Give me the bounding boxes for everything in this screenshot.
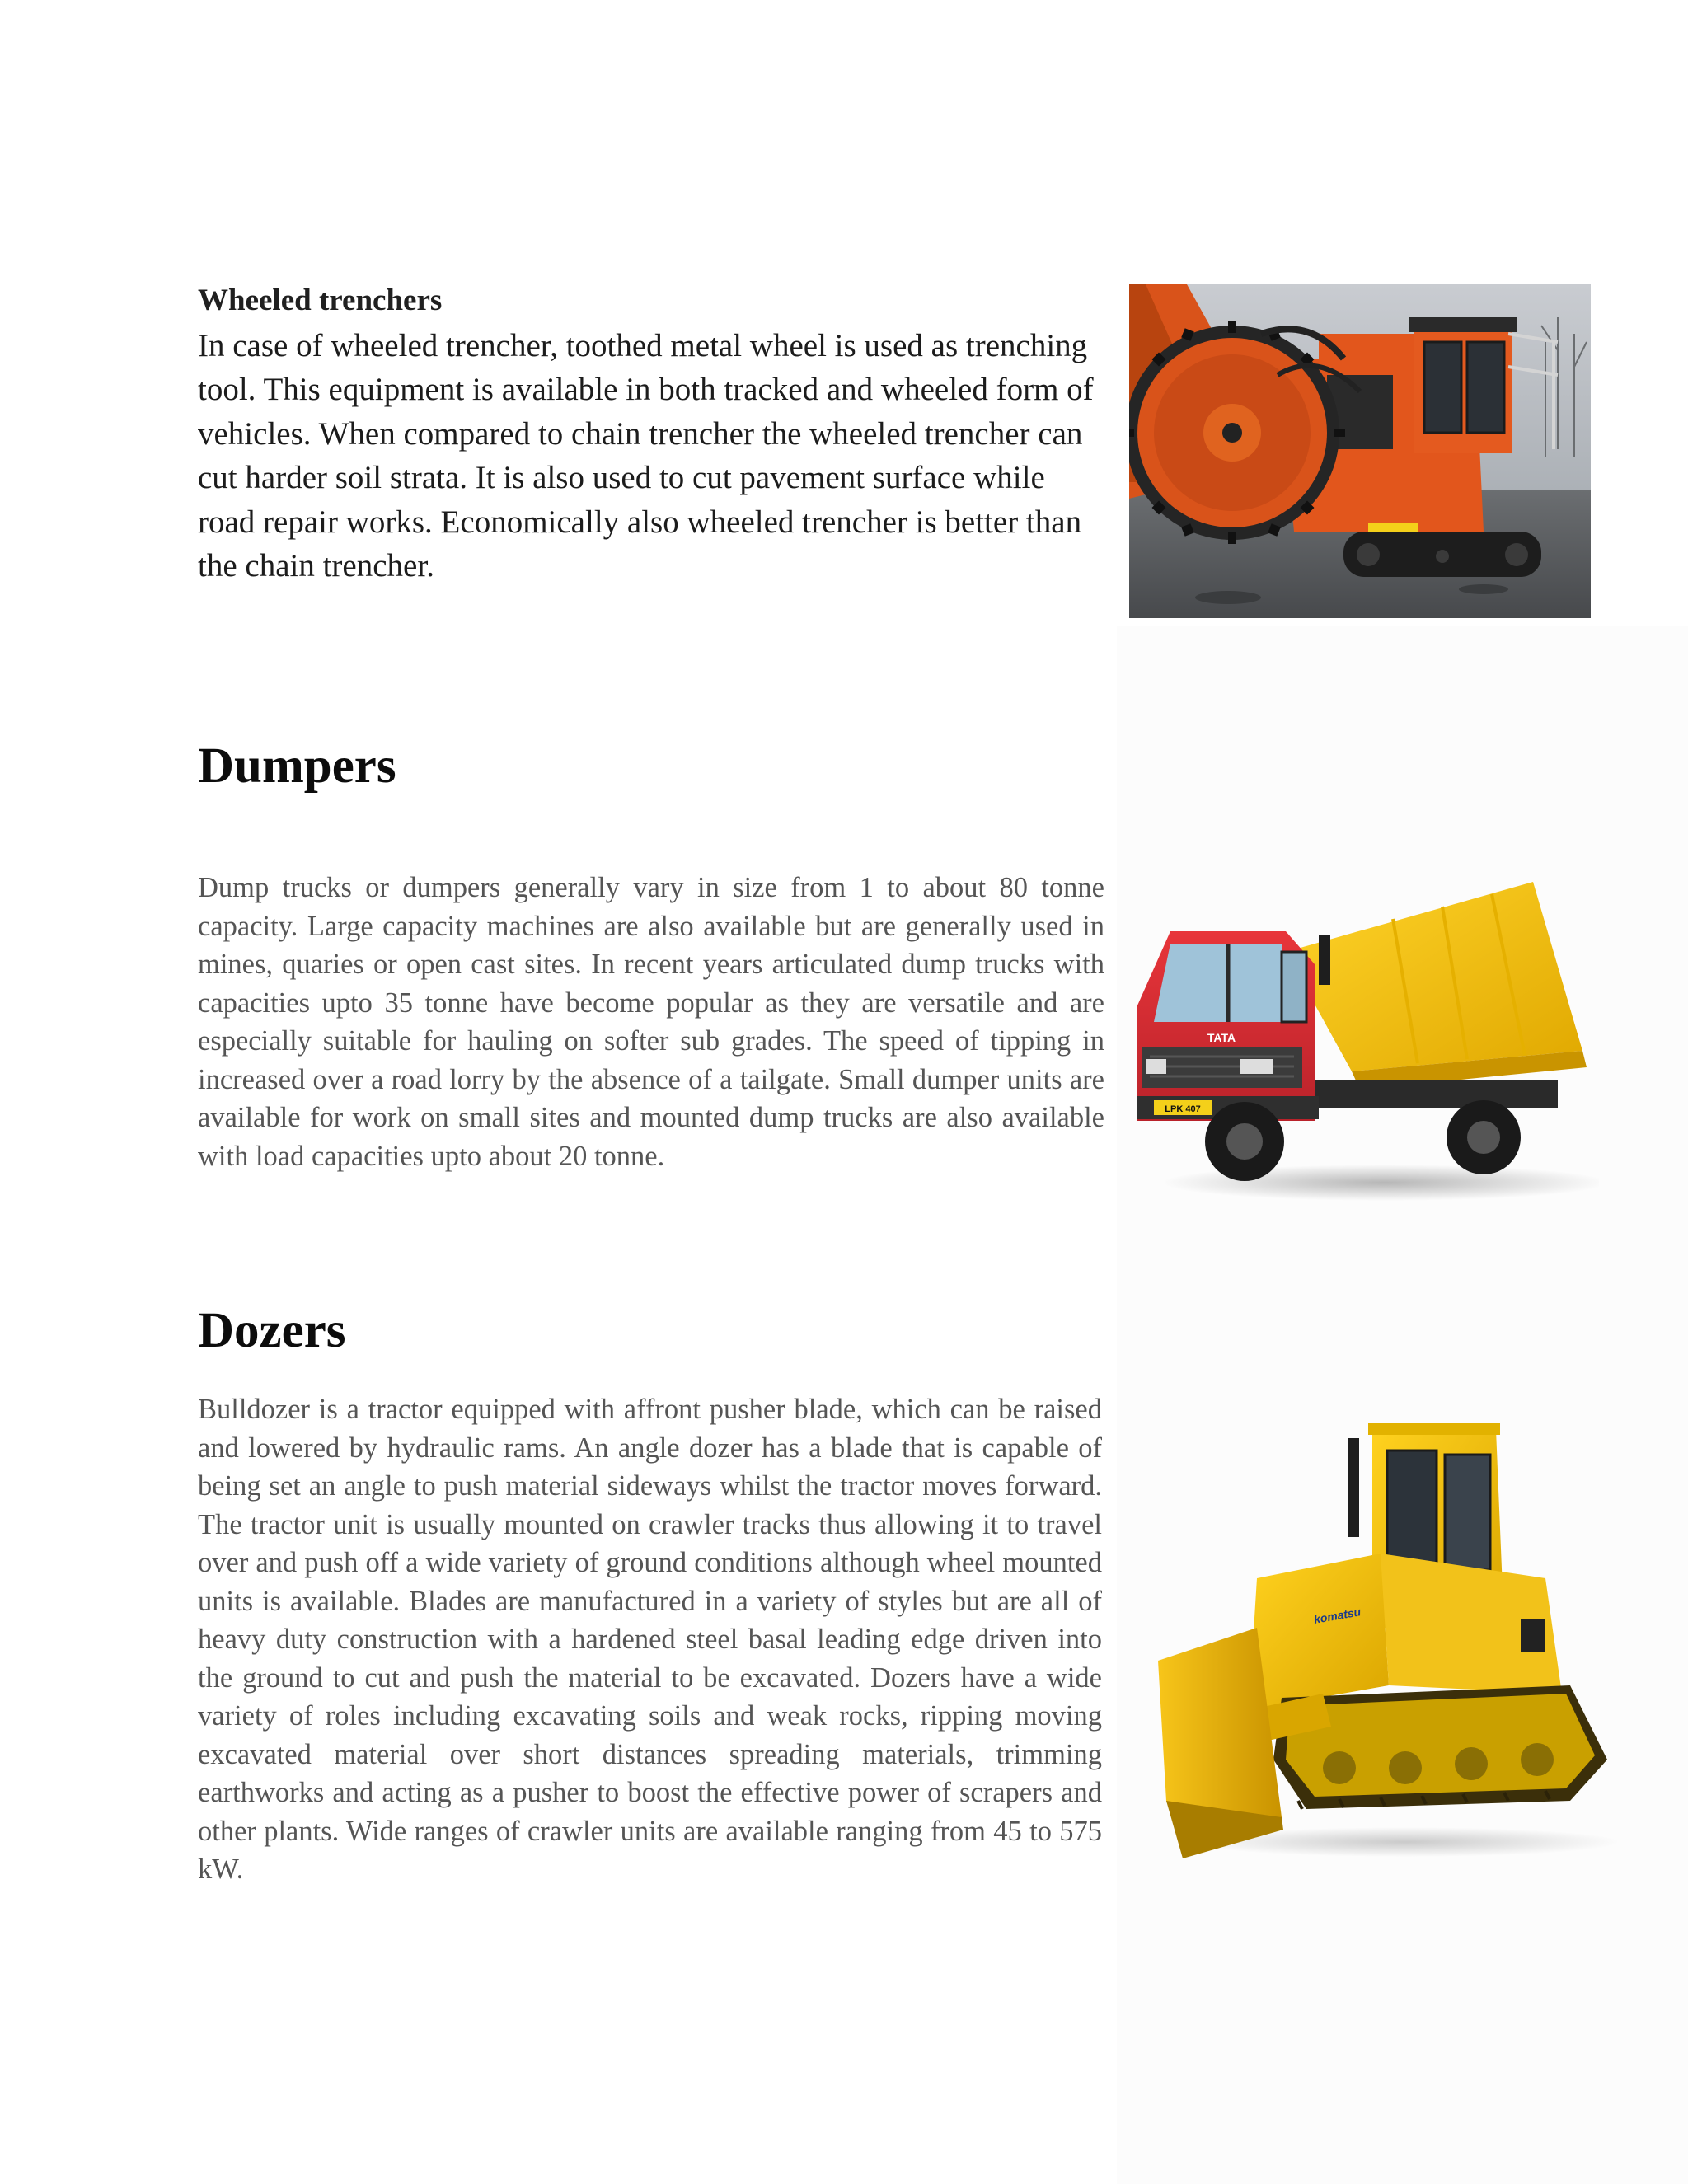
wheeled-trencher-photo xyxy=(1129,284,1591,618)
dumpers-paragraph: Dump trucks or dumpers generally vary in size from 1 to about 80 tonne capacity. Large capacity machines are also available but are generally used in mines, quaries or open cast sites. In recent years articulated dump trucks with capacities upto 35 tonne have become popular as they are versatile and are especially suitable for hauling on softer sub grades. The speed of tipping in increased over a road lorry by the absence of a tailgate. Small dumper units are available for work on small sites and mounted dump trucks are also available with load capacities upto about 20 tonne. xyxy=(198,872,1104,1172)
dozers-section-title: Dozers xyxy=(198,1303,346,1358)
page-shading xyxy=(1117,626,1688,2184)
dozers-paragraph: Bulldozer is a tractor equipped with affront pusher blade, which can be raised and lowered by hydraulic rams. An angle dozer has a blade that is capable of being set an angle to push material sideways whilst the tractor moves forward. The tractor unit is usually mounted on crawler tracks thus allowing it to travel over and push off a wide variety of ground conditions although wheel mounted units is available. Blades are manufactured in a variety of styles but are all of heavy duty construction with a hardened steel basal leading edge driven into the ground to cut and push the material to be excavated. Dozers have a wide variety of roles including excavating soils and weak rocks, ripping moving excavated material over short distances spreading materials, trimming earthworks and acting as a pusher to boost the effective power of scrapers and other plants. Wide ranges of crawler units are available ranging from 45 to 575 kW. xyxy=(198,1394,1102,1885)
bulldozer-photo xyxy=(1158,1413,1620,1863)
wheeled-trenchers-heading: Wheeled trenchers xyxy=(198,284,443,317)
dumpers-section-title: Dumpers xyxy=(198,738,396,794)
dozer-brand-text: komatsu xyxy=(1312,1605,1362,1626)
dump-truck-photo xyxy=(1121,874,1599,1203)
truck-plate-text: LPK 407 xyxy=(1165,1104,1201,1114)
truck-brand-text: TATA xyxy=(1207,1031,1236,1044)
wheeled-trenchers-paragraph: In case of wheeled trencher, toothed metal wheel is used as trenching tool. This equipment is available in both tracked and wheeled form of vehicles. When compared to chain trencher the wheeled trencher can cut harder soil strata. It is also used to cut pavement surface while road repair works. Economically also wheeled trencher is better than the chain trencher. xyxy=(198,328,1094,584)
